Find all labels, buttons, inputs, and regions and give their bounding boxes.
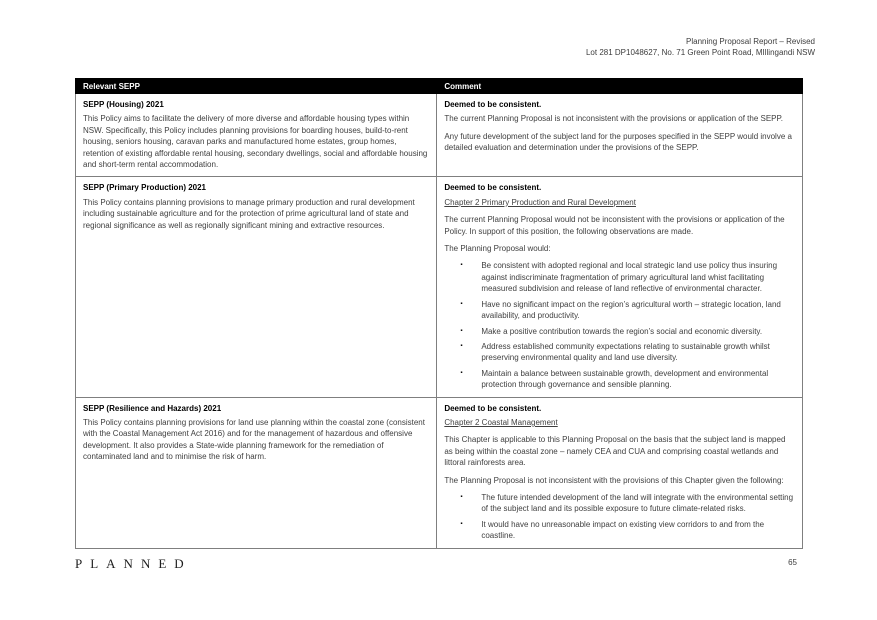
list-item: [460, 519, 794, 542]
comment-paragraph: The current Planning Proposal is not inconsistent with the provisions or application of the SEPP.: [444, 114, 784, 124]
bullet-icon: ▪: [460, 342, 463, 349]
comment-paragraph: This Chapter is applicable to this Planning Proposal on the basis that the subject land is mapped as being within the coastal zone – namely CEA and CUA and comprising coastal wetlands and littoral rainforests area.: [444, 435, 786, 468]
bullet-icon: ▪: [460, 369, 463, 376]
bullet-list: [460, 260, 794, 390]
consistency-verdict: Deemed to be consistent.: [444, 183, 542, 193]
sepp-title: SEPP (Housing) 2021: [83, 100, 164, 109]
bullet-text: Be consistent with adopted regional and local strategic land use policy thus insuring against indiscriminate fragmentation of primary agricultural land whist facilitating measured subdivision and release of land reflective of environmental character.: [481, 261, 778, 294]
list-item: [460, 299, 794, 322]
comment-paragraph: The current Planning Proposal would not be inconsistent with the provisions or application of the Policy. In support of this position, the following observations are made.: [444, 215, 785, 236]
chapter-heading: Chapter 2 Coastal Management: [444, 417, 558, 427]
sepp-housing-cell: [76, 94, 437, 177]
consistency-verdict: Deemed to be consistent.: [444, 100, 542, 109]
table-row: [76, 94, 803, 177]
list-item: [460, 260, 794, 294]
document-header: [586, 36, 815, 58]
bullet-text: Maintain a balance between sustainable growth, development and environmental protection through governance and sensible planning.: [481, 368, 769, 390]
list-item: [460, 326, 794, 337]
sepp-title: SEPP (Resilience and Hazards) 2021: [83, 403, 222, 413]
planned-logo: PLANNED: [75, 556, 192, 571]
report-title: Planning Proposal Report – Revised: [686, 37, 815, 46]
chapter-heading: Chapter 2 Primary Production and Rural Development: [444, 197, 636, 207]
comment-paragraph: Any future development of the subject land for the purposes specified in the SEPP would involve a detailed evaluation and determination under the provisions of the SEPP.: [444, 131, 792, 153]
bullet-text: Address established community expectations relating to sustainable growth whilst preserving environmental quality and land use diversity.: [481, 341, 770, 363]
sepp-description: This Policy aims to facilitate the delivery of more diverse and affordable housing types within NSW. Specifically, this Policy includes planning provisions for boarding houses, build-to-rent housing, seniors housing, caravan parks and manufactured home estates, group homes, retention of existing affordable rental housing, secondary dwellings, social and affordable housing and short-term rental accommodation.: [83, 114, 428, 170]
sepp-description: This Policy contains planning provisions to manage primary production and rural development including sustainable agriculture and for the protection of prime agricultural land of state and regional significance as well as regionally significant mining and extractive resources.: [83, 197, 415, 230]
comment-cell: [437, 397, 803, 548]
list-item: [460, 341, 794, 364]
bullet-icon: ▪: [460, 300, 463, 307]
bullet-icon: ▪: [460, 520, 463, 527]
bullet-icon: ▪: [460, 327, 463, 334]
table-row: [76, 397, 803, 548]
bullet-icon: ▪: [460, 262, 463, 269]
sepp-title: SEPP (Primary Production) 2021: [83, 183, 207, 193]
sepp-assessment-table: [75, 78, 803, 549]
report-address: Lot 281 DP1048627, No. 71 Green Point Road, MIllingandi NSW: [585, 48, 815, 57]
list-item: [460, 492, 794, 515]
comment-cell: [437, 94, 803, 177]
table-row: [76, 177, 803, 397]
bullet-list: [460, 492, 794, 542]
column-header-comment: Comment: [437, 79, 803, 94]
bullet-text: The future intended development of the land will integrate with the environmental setting of the subject land and its possible exposure to future climate-related risks.: [481, 492, 794, 514]
comment-paragraph: The Planning Proposal would:: [444, 244, 551, 254]
column-header-relevant-sepp: Relevant SEPP: [76, 79, 437, 94]
bullet-text: Make a positive contribution towards the region’s social and economic diversity.: [481, 326, 763, 336]
sepp-resilience-hazards-cell: [76, 397, 437, 548]
bullet-text: Have no significant impact on the region’s agricultural worth – strategic location, land availability, and productivity.: [481, 299, 781, 321]
comment-cell: [437, 177, 803, 397]
bullet-icon: ▪: [460, 493, 463, 500]
page-number: 65: [788, 558, 797, 567]
list-item: [460, 368, 794, 391]
bullet-text: It would have no unreasonable impact on existing view corridors to and from the coastline.: [481, 519, 765, 541]
comment-paragraph: The Planning Proposal is not inconsistent with the provisions of this Chapter given the following:: [444, 475, 784, 485]
sepp-primary-production-cell: [76, 177, 437, 397]
sepp-description: This Policy contains planning provisions for land use planning within the coastal zone (consistent with the Coastal Management Act 2016) and for the management of hazardous and offensive development. It also provides a State-wide planning framework for the remediation of contaminated land and to minimise the risk of harm.: [83, 417, 425, 462]
consistency-verdict: Deemed to be consistent.: [444, 403, 542, 413]
table-header-row: [76, 79, 803, 94]
